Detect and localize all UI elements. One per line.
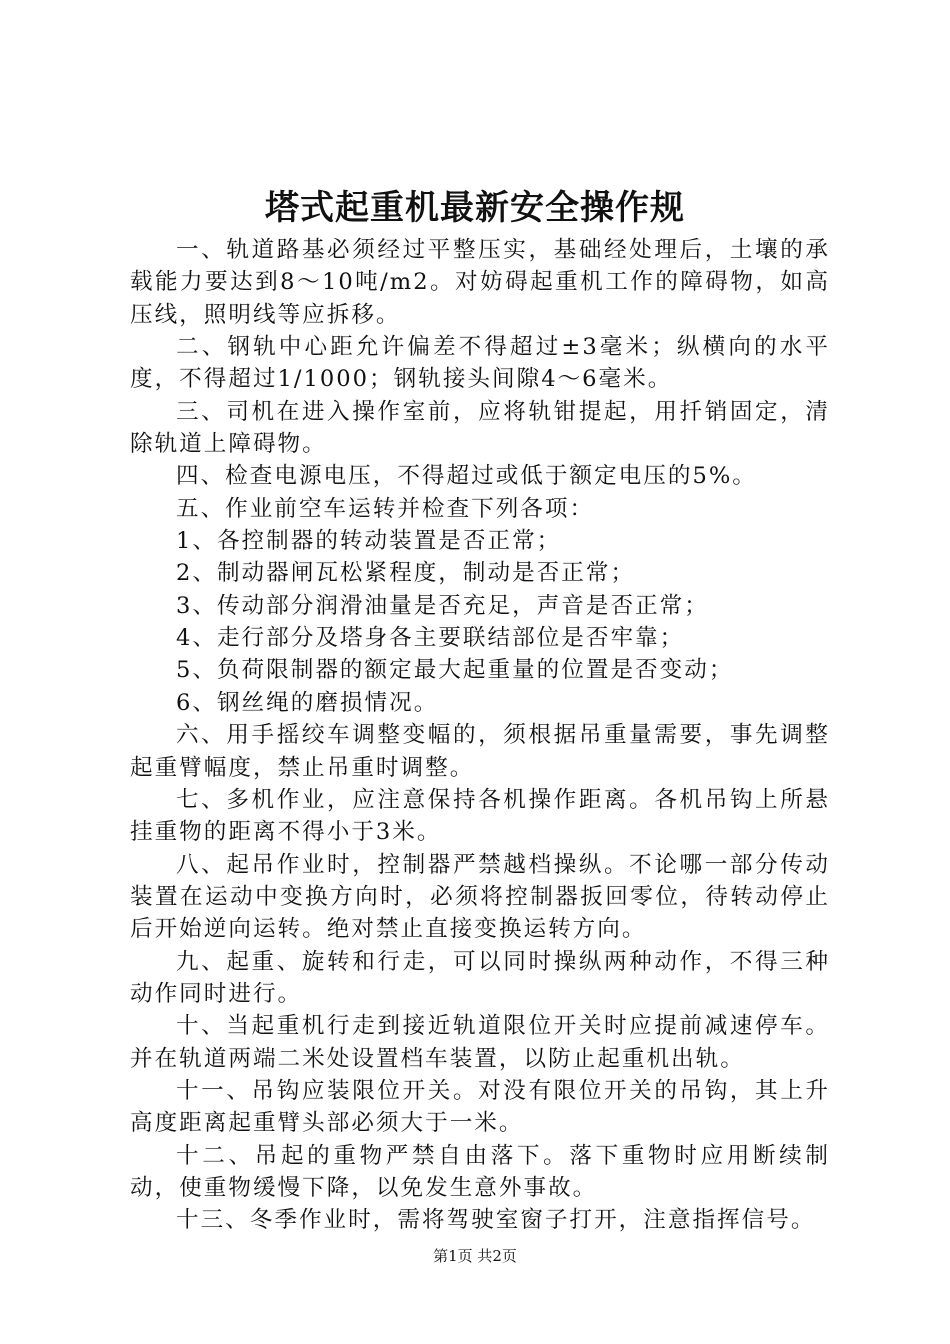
paragraph: 八、起吊作业时，控制器严禁越档操纵。不论哪一部分传动装置在运动中变换方向时，必须将控制器扳回零位，待转动停止后开始逆向运转。绝对禁止直接变换运转方向。 (130, 851, 830, 943)
list-item: 3、传动部分润滑油量是否充足，声音是否正常； (176, 592, 709, 619)
paragraph: 七、多机作业，应注意保持各机操作距离。各机吊钩上所悬挂重物的距离不得小于3米。 (130, 786, 830, 846)
document-title: 塔式起重机最新安全操作规 (265, 188, 685, 228)
paragraph: 十、当起重机行走到接近轨道限位开关时应提前减速停车。并在轨道两端二米处设置档车装置，以防止起重机出轨。 (130, 1013, 830, 1072)
paragraph: 九、起重、旋转和行走，可以同时操纵两种动作，不得三种动作同时进行。 (130, 948, 830, 1007)
list-item: 2、制动器闸瓦松紧程度，制动是否正常； (176, 560, 636, 587)
paragraph: 一、轨道路基必须经过平整压实，基础经处理后，土壤的承载能力要达到8～10吨/m2。对妨碍起重机工作的障碍物，如高压线，照明线等应拆移。 (130, 237, 830, 328)
paragraph: 十三、冬季作业时，需将驾驶室窗子打开，注意指挥信号。 (176, 1207, 816, 1234)
paragraph: 六、用手摇绞车调整变幅的，须根据吊重量需要，事先调整起重臂幅度，禁止吊重时调整。 (130, 722, 830, 781)
paragraph: 二、钢轨中心距允许偏差不得超过±3毫米；纵横向的水平度，不得超过1/1000；钢轨接头间隙4～6毫米。 (130, 334, 830, 393)
paragraph: 五、作业前空车运转并检查下列各项： (176, 495, 595, 522)
list-item: 1、各控制器的转动装置是否正常； (176, 528, 562, 555)
page-number-footer: 第1页 共2页 (433, 1247, 517, 1265)
document-body (130, 234, 830, 1237)
list-item: 5、负荷限制器的额定最大起重量的位置是否变动； (176, 657, 734, 684)
list-item: 6、钢丝绳的磨损情况。 (176, 689, 439, 716)
paragraph: 十二、吊起的重物严禁自由落下。落下重物时应用断续制动，使重物缓慢下降，以免发生意外事故。 (130, 1142, 830, 1201)
paragraph: 十一、吊钩应装限位开关。对没有限位开关的吊钩，其上升高度距离起重臂头部必须大于一米。 (130, 1077, 830, 1137)
paragraph: 四、检查电源电压，不得超过或低于额定电压的5%。 (176, 463, 757, 490)
paragraph: 三、司机在进入操作室前，应将轨钳提起，用扦销固定，清除轨道上障碍物。 (130, 398, 830, 458)
list-item: 4、走行部分及塔身各主要联结部位是否牢靠； (176, 625, 685, 652)
